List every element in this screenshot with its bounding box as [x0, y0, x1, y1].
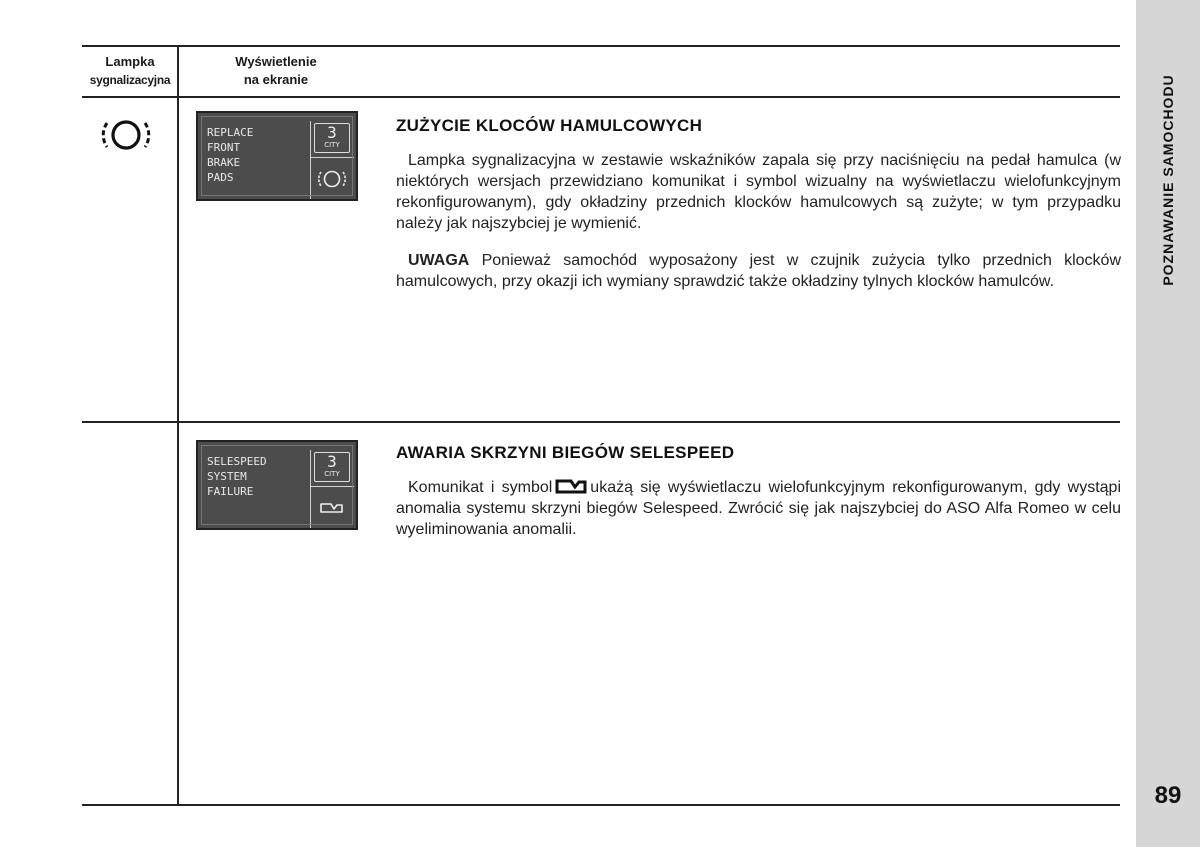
- note-text: Ponieważ samochód wyposażony jest w czujnik zużycia tylko przednich klocków hamulcowych, przy okazji ich wymiany sprawdzić także okładziny tylnych klocków hamulców.: [396, 252, 1122, 290]
- header-display: [196, 53, 356, 89]
- brake-pads-icon: [315, 165, 349, 193]
- display-line: BRAKE: [207, 156, 241, 169]
- selespeed-failure-icon: [315, 494, 349, 522]
- display-message: [207, 125, 253, 185]
- section-title-brake-pads: ZUŻYCIE KLOCÓW HAMULCOWYCH: [396, 116, 703, 135]
- display-line: SYSTEM: [207, 470, 247, 483]
- header-lamp-line1: Lampka: [105, 54, 155, 69]
- text-after-icon: ukażą się wyświetlaczu wielofunkcyjnym rekonfigurowanym, gdy wystąpi anomalia systemu skrzyni biegów Selespeed. Zwrócić się jak najszybciej do ASO Alfa Romeo w celu wyeliminowania anomalii.: [396, 479, 1122, 538]
- display-separator: [310, 486, 354, 487]
- display-line: PADS: [207, 171, 234, 184]
- note-label: UWAGA: [408, 252, 470, 269]
- header-lamp: [82, 53, 178, 89]
- display-brake-pads: [196, 111, 358, 201]
- row-separator: [82, 421, 1120, 423]
- display-selespeed: [196, 440, 358, 530]
- gear-number: 3: [327, 452, 337, 471]
- display-divider: [310, 121, 311, 199]
- gear-indicator: [314, 452, 350, 482]
- selespeed-description: [396, 477, 1121, 540]
- table-bottom-rule: [82, 804, 1120, 806]
- header-display-line1: Wyświetlenie: [235, 54, 317, 69]
- display-divider: [310, 450, 311, 528]
- table-top-rule: [82, 45, 1120, 47]
- drive-mode: CITY: [324, 141, 340, 149]
- selespeed-failure-icon: [555, 478, 587, 494]
- text-before-icon: Komunikat i symbol: [408, 479, 553, 496]
- display-line: FRONT: [207, 141, 241, 154]
- display-message: [207, 454, 267, 499]
- section-title-selespeed: AWARIA SKRZYNI BIEGÓW SELESPEED: [396, 443, 735, 462]
- gear-number: 3: [327, 123, 337, 142]
- display-status-box: [310, 121, 354, 199]
- display-status-box: [310, 450, 354, 528]
- brake-pads-warning-icon: [98, 113, 154, 157]
- header-lamp-line2: sygnalizacyjna: [89, 73, 171, 87]
- brake-pads-description: Lampka sygnalizacyjna w zestawie wskaźników zapala się przy naciśnięciu na pedał hamulca (w niektórych wersjach przewidziano komunikat i symbol wizualny na wyświetlaczu wielofunkcyjnym rekonfigurowanym), gdy okładziny przednich klocków hamulcowych są zużyte; w tym przypadku należy jak najszybciej je wymienić.: [396, 152, 1121, 232]
- column-divider: [177, 45, 179, 806]
- page-number: 89: [1154, 782, 1182, 809]
- drive-mode: CITY: [324, 470, 340, 478]
- chapter-title: POZNAWANIE SAMOCHODU: [1160, 74, 1176, 286]
- display-line: REPLACE: [207, 126, 254, 139]
- table-header-rule: [82, 96, 1120, 98]
- display-line: FAILURE: [207, 485, 254, 498]
- gear-indicator: [314, 123, 350, 153]
- display-separator: [310, 157, 354, 158]
- brake-pads-note: [396, 250, 1121, 292]
- header-display-line2: na ekranie: [243, 72, 309, 87]
- display-line: SELESPEED: [207, 455, 267, 468]
